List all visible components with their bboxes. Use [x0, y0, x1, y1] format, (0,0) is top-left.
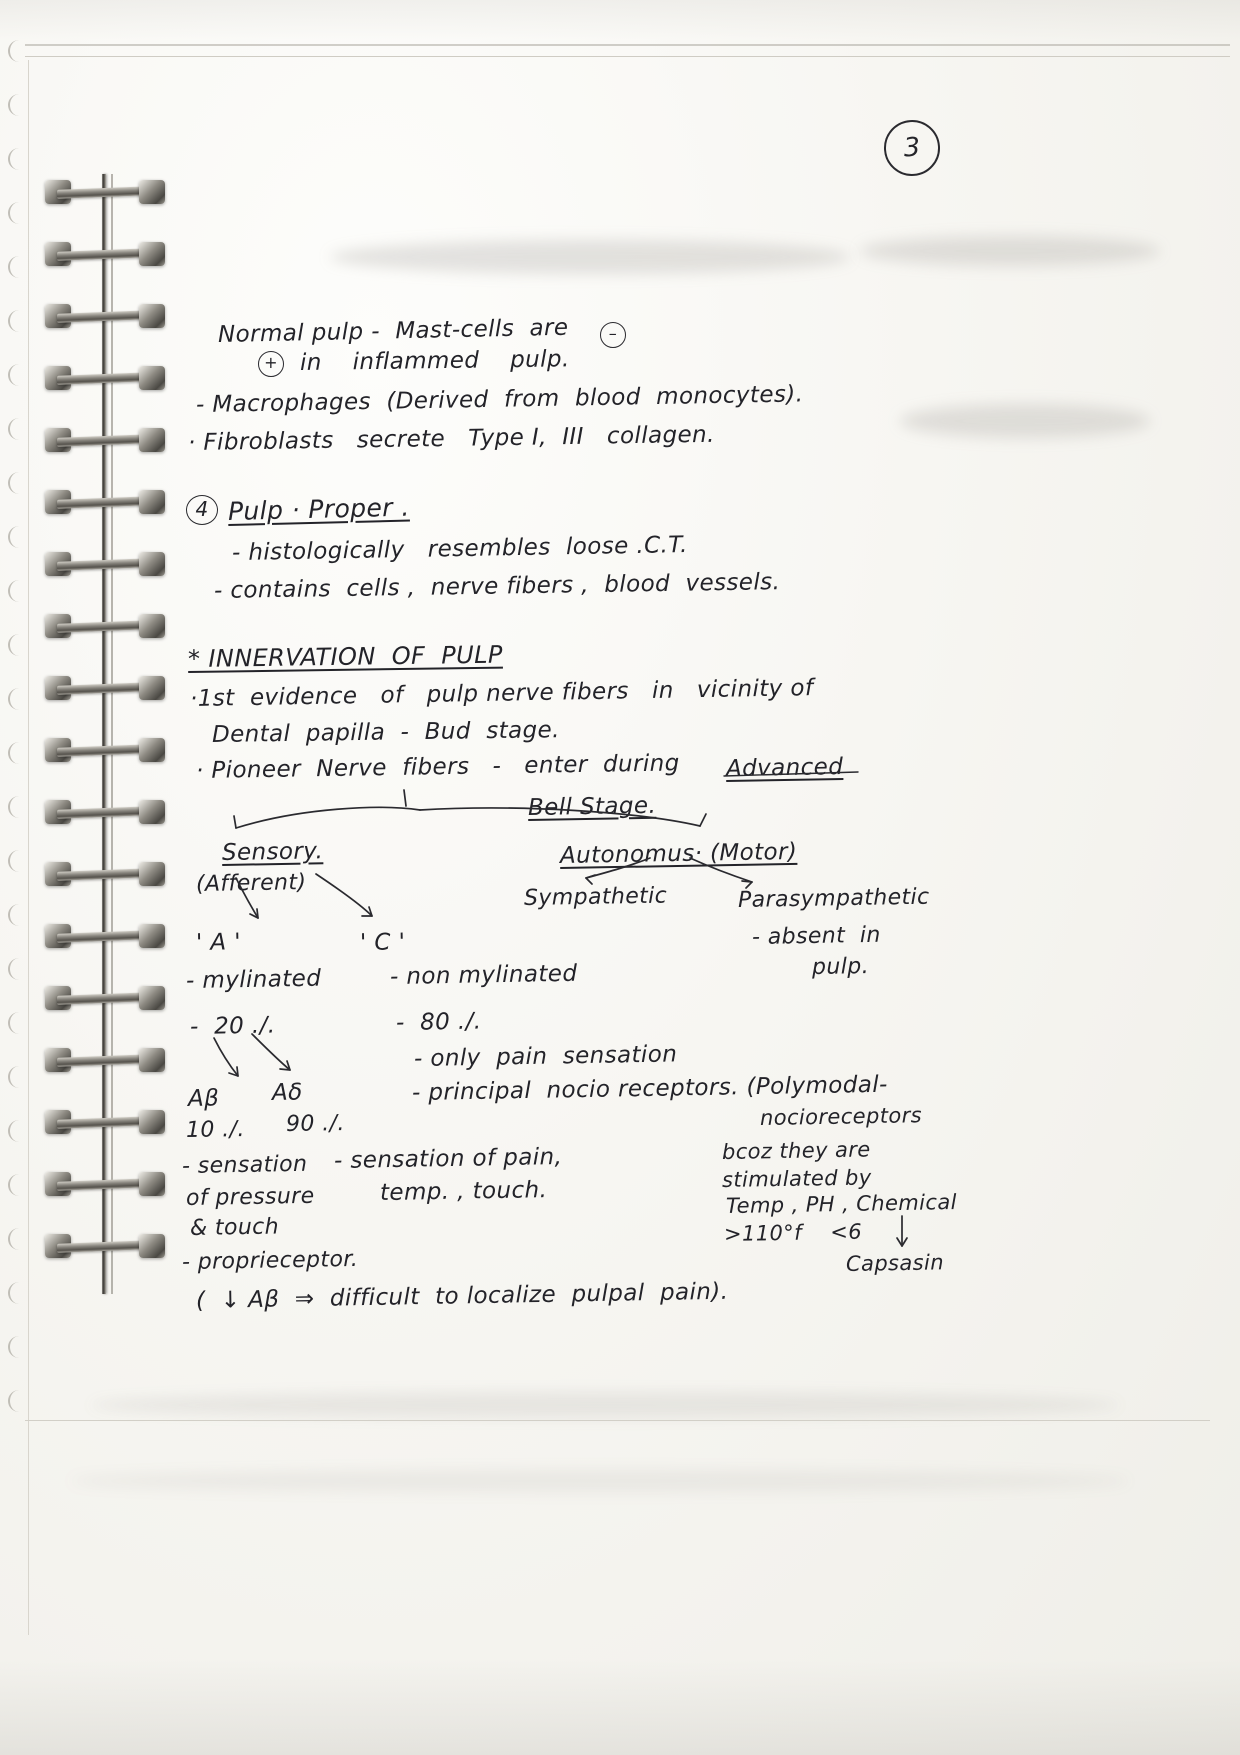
note-line-l04: [188, 422, 715, 456]
spiral-coil: [45, 428, 165, 454]
note-line-l33: [182, 1152, 308, 1179]
page-hole: [8, 418, 24, 440]
note-text: 90 ./.: [285, 1110, 346, 1137]
note-line-l37: [334, 1144, 563, 1174]
smudge-2: [860, 236, 1160, 266]
note-line-l23: [390, 961, 578, 990]
note-text: - 20 ./.: [189, 1012, 276, 1040]
note-text: Dental papilla - Bud stage.: [211, 717, 560, 748]
page-hole: [8, 1120, 24, 1142]
circled-plus-icon: +: [258, 351, 284, 377]
note-text: (Afferent): [195, 870, 307, 897]
note-text: Advanced: [725, 753, 844, 782]
note-text: - sensation of pain,: [333, 1144, 563, 1174]
note-line-l11: [196, 750, 680, 784]
note-line-l05: [228, 493, 410, 526]
note-line-l02: [300, 346, 570, 376]
note-line-l22: [186, 966, 322, 994]
note-text: ' C ': [359, 929, 406, 956]
note-line-l21: [360, 929, 406, 956]
note-line-l32: [286, 1111, 345, 1137]
note-line-l28: [760, 1103, 922, 1130]
note-line-l42: [724, 1220, 862, 1246]
spiral-coil-cap-right: [139, 800, 165, 824]
note-line-l24: [190, 1013, 276, 1040]
note-text: - only pain sensation: [413, 1041, 678, 1072]
page-left-edge: [28, 60, 29, 1635]
page-hole: [8, 1336, 24, 1358]
note-line-l38: [380, 1177, 548, 1206]
page-hole: [8, 634, 24, 656]
note-text: >110°f <6: [723, 1219, 863, 1246]
note-line-l16: [524, 884, 668, 911]
page-hole: [8, 904, 24, 926]
page-hole: [8, 688, 24, 710]
note-line-l40: [722, 1165, 872, 1192]
spiral-coil-cap-right: [139, 1234, 165, 1258]
note-text: Aδ: [271, 1079, 303, 1106]
page-hole: [8, 850, 24, 872]
spiral-coil: [45, 676, 165, 702]
circled-minus-icon: –: [600, 322, 626, 348]
spiral-coil: [45, 1048, 165, 1074]
note-text: Parasympathetic: [737, 884, 930, 913]
page-hole: [8, 1066, 24, 1088]
note-line-l19: [812, 954, 869, 980]
note-line-l30: [272, 1079, 303, 1106]
note-text: Temp , PH , Chemical: [725, 1189, 958, 1218]
note-line-l41: [726, 1190, 957, 1218]
note-line-l35: [190, 1214, 279, 1241]
page-hole: [8, 580, 24, 602]
note-text: pulp.: [811, 954, 870, 980]
spiral-coil-cap-right: [139, 490, 165, 514]
note-line-l26: [414, 1041, 678, 1072]
page-hole: [8, 1228, 24, 1250]
note-text: stimulated by: [721, 1165, 872, 1192]
page-top-edge: [25, 44, 1230, 46]
page-hole: [8, 742, 24, 764]
note-line-l08: [188, 641, 503, 673]
page-hole: [8, 94, 24, 116]
note-text: of pressure: [185, 1183, 315, 1211]
note-text: nocioreceptors: [759, 1103, 923, 1130]
spiral-coil-cap-right: [139, 1172, 165, 1196]
note-line-l13: [222, 838, 324, 866]
page-hole: [8, 148, 24, 170]
page-hole: [8, 526, 24, 548]
note-text: ' A ': [195, 929, 242, 956]
spiral-coil: [45, 1172, 165, 1198]
note-text: ( ↓ Aβ ⇒ difficult to localize pulpal pain).: [195, 1278, 729, 1314]
spiral-coil-cap-right: [139, 304, 165, 328]
spiral-coil: [45, 366, 165, 392]
note-text: - non mylinated: [389, 960, 578, 990]
note-text: - histologically resembles loose .C.T.: [231, 532, 688, 566]
spiral-coil: [45, 490, 165, 516]
page-hole: [8, 40, 24, 62]
note-line-l25: [396, 1009, 482, 1036]
page-hole: [8, 364, 24, 386]
spiral-coil-cap-right: [139, 242, 165, 266]
page-hole: [8, 796, 24, 818]
note-line-l07: [214, 569, 781, 604]
spiral-coil: [45, 862, 165, 888]
spiral-coil-cap-right: [139, 366, 165, 390]
note-text: - Macrophages (Derived from blood monocytes).: [195, 381, 804, 418]
spiral-coil: [45, 614, 165, 640]
note-line-l43: [846, 1250, 944, 1276]
note-text: - absent in: [751, 922, 881, 950]
note-line-l10: [212, 717, 560, 748]
note-line-l18: [752, 923, 881, 950]
page-hole: [8, 1174, 24, 1196]
spiral-coil-cap-right: [139, 738, 165, 762]
page-hole: [8, 202, 24, 224]
note-line-l14: [196, 870, 307, 897]
note-text: - sensation: [181, 1151, 308, 1179]
circled-four-icon: 4: [186, 495, 218, 525]
note-line-l01: [218, 315, 569, 348]
page-hole: [8, 1012, 24, 1034]
smudge-4: [90, 1392, 1120, 1418]
note-line-l06: [232, 532, 688, 566]
page-hole: [8, 1390, 24, 1412]
note-line-l17: [738, 885, 930, 913]
spiral-coil: [45, 1234, 165, 1260]
note-text: · Pioneer Nerve fibers - enter during: [195, 750, 680, 784]
note-text: - contains cells , nerve fibers , blood vessels.: [213, 569, 781, 604]
note-text: Bell Stage.: [527, 792, 657, 821]
note-text: ·1st evidence of pulp nerve fibers in vicinity of: [189, 675, 814, 712]
note-text: - mylinated: [185, 965, 322, 994]
note-line-l12: [528, 793, 657, 821]
note-line-l09: [190, 675, 814, 712]
smudge-5: [70, 1470, 1130, 1492]
note-line-l29: [188, 1085, 220, 1112]
spiral-coil: [45, 738, 165, 764]
scan-artifact-top: [0, 0, 1240, 40]
spiral-coil-cap-right: [139, 1048, 165, 1072]
spiral-coil: [45, 180, 165, 206]
spiral-coil-cap-right: [139, 862, 165, 886]
note-text: * INNERVATION OF PULP: [187, 640, 503, 673]
note-line-l31: [186, 1117, 245, 1143]
note-line-l27: [412, 1072, 888, 1106]
page-hole: [8, 472, 24, 494]
note-text: Pulp · Proper .: [227, 492, 410, 526]
note-line-l39: [722, 1137, 871, 1164]
note-line-l20: [196, 929, 241, 956]
page-top-edge-secondary: [25, 56, 1230, 57]
spiral-coil-cap-right: [139, 676, 165, 700]
note-text: in inflammed pulp.: [299, 346, 570, 376]
note-line-l03: [196, 381, 804, 418]
note-text: - proprieceptor.: [181, 1246, 359, 1275]
spiral-coil-cap-right: [139, 924, 165, 948]
note-text: · Fibroblasts secrete Type I, III collagen.: [187, 421, 715, 456]
smudge-3: [900, 404, 1150, 438]
note-line-l34: [186, 1184, 315, 1211]
note-text: Capsasin: [845, 1250, 945, 1276]
note-text: - principal nocio receptors. (Polymodal-: [411, 1071, 888, 1106]
note-line-l05b: [186, 492, 218, 525]
spiral-coil-cap-right: [139, 1110, 165, 1134]
spiral-coil: [45, 304, 165, 330]
note-text: Sensory.: [221, 838, 324, 866]
note-text: Autonomus· (Motor): [559, 838, 798, 869]
spiral-coil: [45, 800, 165, 826]
note-line-l02b: [258, 345, 284, 377]
smudge-1: [330, 240, 850, 274]
spiral-coil-cap-right: [139, 614, 165, 638]
note-text: & touch: [189, 1214, 280, 1241]
page-hole: [8, 958, 24, 980]
note-text: - 80 ./.: [395, 1008, 482, 1036]
page-number-badge: 3: [882, 118, 942, 178]
note-line-l01b: [600, 316, 626, 348]
spiral-coil-cap-right: [139, 986, 165, 1010]
page-bottom-edge: [25, 1420, 1210, 1421]
page-hole: [8, 310, 24, 332]
note-text: temp. , touch.: [379, 1177, 548, 1206]
spiral-coil-cap-right: [139, 180, 165, 204]
note-line-l44: [196, 1279, 729, 1314]
spiral-coil-cap-right: [139, 428, 165, 452]
scan-artifact-bottom: [0, 1660, 1240, 1755]
spiral-wire-binding: [45, 180, 175, 1290]
spiral-coil: [45, 242, 165, 268]
spiral-coil-cap-right: [139, 552, 165, 576]
note-text: Normal pulp - Mast-cells are: [217, 314, 569, 348]
page-hole: [8, 256, 24, 278]
note-text: Sympathetic: [523, 883, 668, 911]
spiral-coil: [45, 552, 165, 578]
spiral-coil: [45, 1110, 165, 1136]
spiral-coil: [45, 924, 165, 950]
note-text: 10 ./.: [185, 1116, 246, 1143]
page-hole: [8, 1282, 24, 1304]
note-line-l15: [560, 839, 798, 869]
spiral-coil: [45, 986, 165, 1012]
note-line-l11b: [726, 754, 844, 782]
note-line-l36: [182, 1247, 359, 1275]
note-text: bcoz they are: [721, 1137, 871, 1164]
note-text: Aβ: [187, 1085, 220, 1112]
